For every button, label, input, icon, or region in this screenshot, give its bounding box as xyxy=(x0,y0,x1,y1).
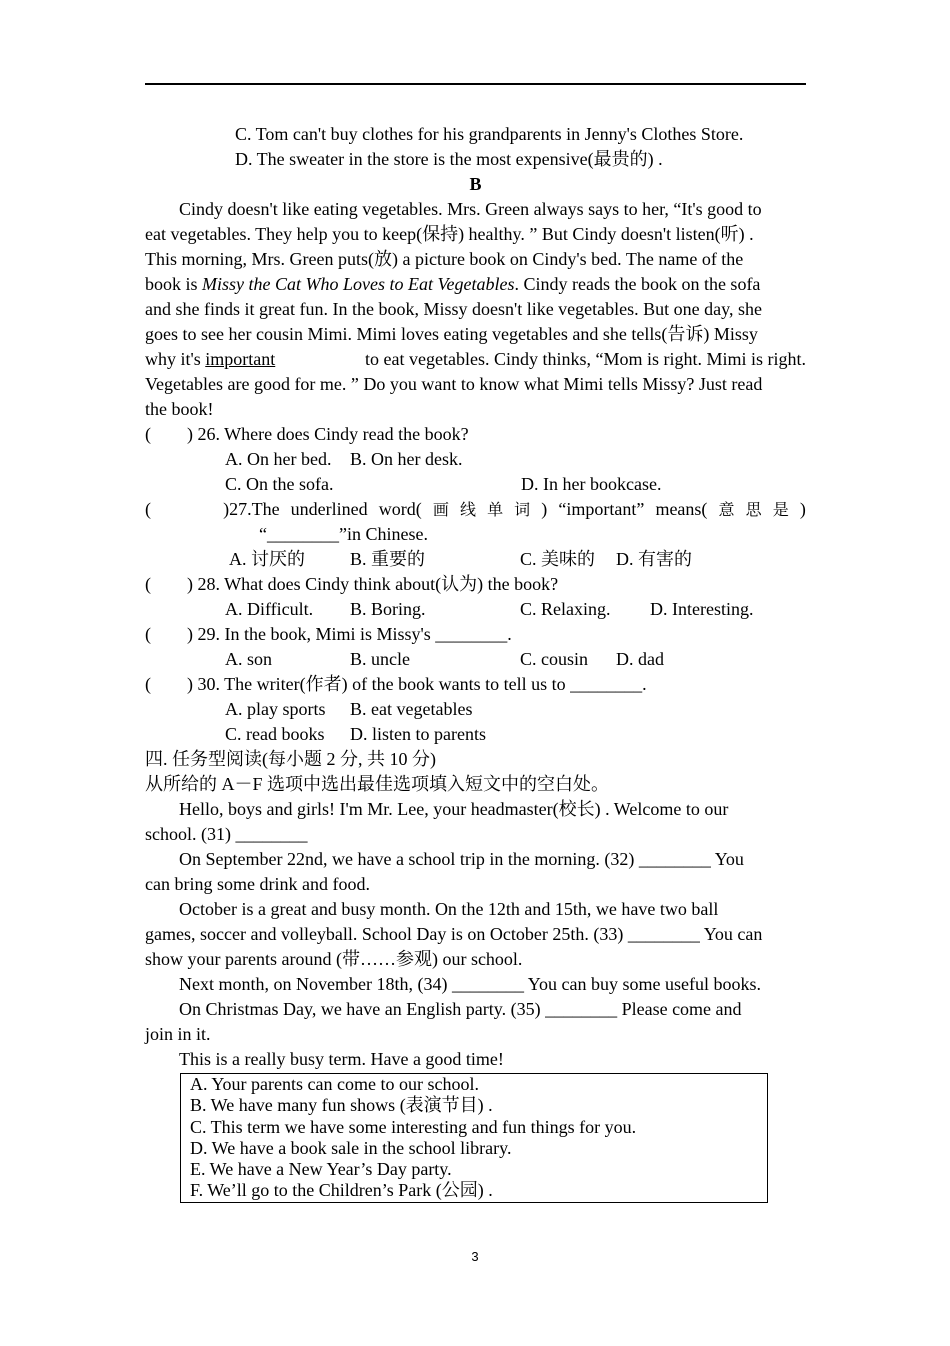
question-27-line2: “________”in Chinese. xyxy=(259,524,428,544)
question-27: ( )27.The underlined word( 画 线 单 词 ) “important” means( 意 思 是 ) xyxy=(145,497,806,522)
section-four-instruction: 从所给的 A－F 选项中选出最佳选项填入短文中的空白处。 xyxy=(145,774,610,794)
answer-blank[interactable]: ( xyxy=(145,574,151,594)
task-para-3-line-3: show your parents around (带……参观) our school. xyxy=(145,949,523,969)
task-para-3-line-2: games, soccer and volleyball. School Day is on October 25th. (33) ________ You can xyxy=(145,924,763,944)
answer-blank[interactable]: ( xyxy=(145,624,151,644)
question-26-options-row1: A. On her bed. B. On her desk. xyxy=(225,449,463,469)
question-30: ( ) 30. The writer(作者) of the book wants to tell us to ________. xyxy=(145,672,806,697)
passage-line-2: eat vegetables. They help you to keep(保持) healthy. ” But Cindy doesn't listen(听) . xyxy=(145,224,754,244)
task-para-1-line-1: Hello, boys and girls! I'm Mr. Lee, your headmaster(校长) . Welcome to our xyxy=(179,799,729,819)
section-b-heading: B xyxy=(469,174,482,194)
question-30-options-row2: C. read books D. listen to parents xyxy=(225,724,486,744)
question-30-options-row1: A. play sports B. eat vegetables xyxy=(225,699,473,719)
option-d-prev: D. The sweater in the store is the most expensive(最贵的) . xyxy=(235,149,663,169)
passage-line-5: and she finds it great fun. In the book, Missy doesn't like vegetables. But one day, she xyxy=(145,299,762,319)
question-28-options: A. Difficult. B. Boring. C. Relaxing. D. Interesting. xyxy=(225,599,754,619)
passage-line-1: Cindy doesn't like eating vegetables. Mrs. Green always says to her, “It's good to xyxy=(179,199,762,219)
passage-line-4: book is Missy the Cat Who Loves to Eat Vegetables. Cindy reads the book on the sofa xyxy=(145,274,761,294)
book-title: Missy the Cat Who Loves to Eat Vegetables xyxy=(202,274,515,294)
option-d: D. We have a book sale in the school library. xyxy=(190,1137,512,1158)
option-c: C. This term we have some interesting and fun things for you. xyxy=(190,1116,637,1137)
passage-line-6: goes to see her cousin Mimi. Mimi loves eating vegetables and she tells(告诉) Missy xyxy=(145,324,758,344)
task-para-5-line-1: On Christmas Day, we have an English party. (35) ________ Please come and xyxy=(179,999,742,1019)
task-para-2-line-1: On September 22nd, we have a school trip in the morning. (32) ________ You xyxy=(179,849,744,869)
task-para-1-line-2: school. (31) ________ xyxy=(145,824,308,844)
answer-blank[interactable]: ( xyxy=(145,499,151,519)
options-box xyxy=(180,1073,768,1203)
option-b: B. We have many fun shows (表演节目) . xyxy=(190,1095,493,1116)
question-29-options: A. son B. uncle C. cousin D. dad xyxy=(225,649,664,669)
question-26-options-row2: C. On the sofa. D. In her bookcase. xyxy=(225,474,662,494)
answer-blank[interactable]: ( xyxy=(145,674,151,694)
option-e: E. We have a New Year’s Day party. xyxy=(190,1159,452,1180)
page-number: 3 xyxy=(471,1249,479,1264)
question-27-options: A. 讨厌的 B. 重要的 C. 美味的 D. 有害的 xyxy=(229,549,692,569)
page-content xyxy=(145,122,806,1072)
option-a: A. Your parents can come to our school. xyxy=(190,1074,479,1094)
question-28: ( ) 28. What does Cindy think about(认为) the book? xyxy=(145,572,806,597)
passage-line-9: the book! xyxy=(145,399,214,419)
answer-blank[interactable]: ( xyxy=(145,424,151,444)
task-para-6-line-1: This is a really busy term. Have a good time! xyxy=(179,1049,504,1069)
header-rule xyxy=(145,83,806,85)
section-four-title: 四. 任务型阅读(每小题 2 分, 共 10 分) xyxy=(145,749,436,769)
option-c-prev: C. Tom can't buy clothes for his grandparents in Jenny's Clothes Store. xyxy=(235,124,744,144)
question-29: ( ) 29. In the book, Mimi is Missy's ________. xyxy=(145,622,806,647)
option-f: F. We’ll go to the Children’s Park (公园) . xyxy=(190,1180,493,1201)
task-para-3-line-1: October is a great and busy month. On the 12th and 15th, we have two ball xyxy=(179,899,719,919)
task-para-4-line-1: Next month, on November 18th, (34) ________ You can buy some useful books. xyxy=(179,974,761,994)
task-para-2-line-2: can bring some drink and food. xyxy=(145,874,370,894)
passage-line-3: This morning, Mrs. Green puts(放) a picture book on Cindy's bed. The name of the xyxy=(145,249,744,269)
passage-line-8: Vegetables are good for me. ” Do you want to know what Mimi tells Missy? Just read xyxy=(145,374,763,394)
passage-line-7: why it's important to eat vegetables. Cindy thinks, “Mom is right. Mimi is right. xyxy=(145,349,806,369)
task-para-5-line-2: join in it. xyxy=(145,1024,211,1044)
underlined-word: important xyxy=(205,349,276,369)
question-26: ( ) 26. Where does Cindy read the book? xyxy=(145,422,806,447)
